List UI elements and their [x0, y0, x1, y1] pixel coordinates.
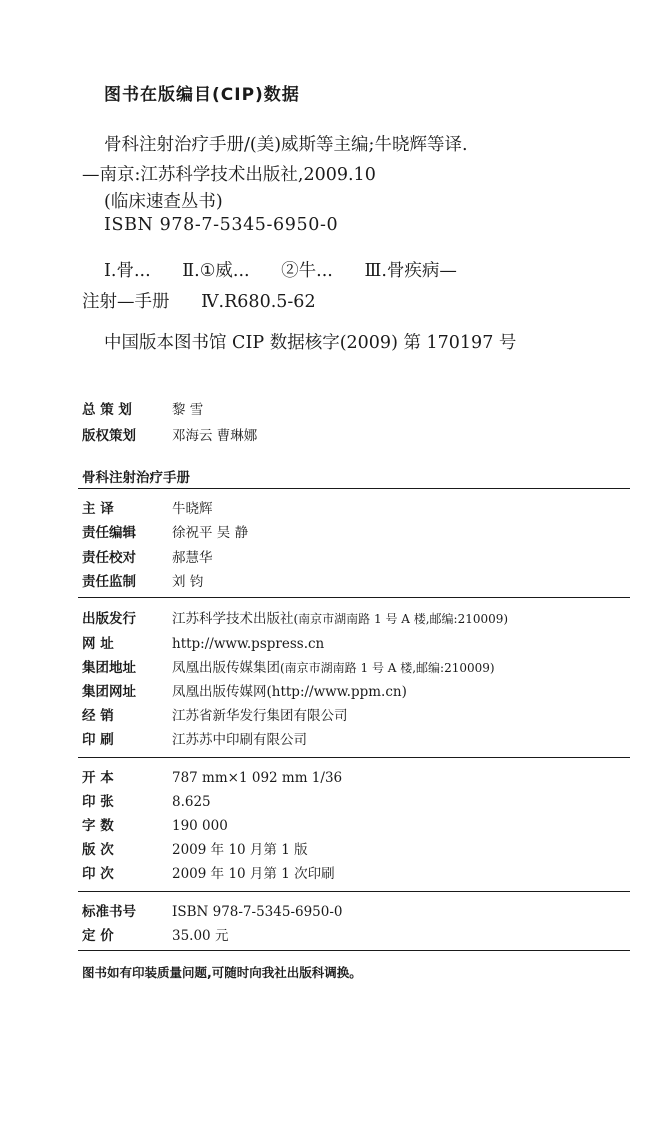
divider — [78, 757, 630, 758]
footer-note: 图书如有印装质量问题,可随时向我社出版科调换。 — [82, 965, 362, 980]
planning-row — [82, 424, 257, 444]
editor-row — [82, 546, 213, 566]
divider — [78, 597, 630, 598]
subject-3: ②牛... — [281, 261, 333, 281]
publishing-value: 江苏苏中印刷有限公司 — [172, 732, 307, 748]
editor-label: 责任编辑 — [82, 525, 136, 541]
cip-subjects-line-2 — [82, 288, 316, 313]
publishing-row — [82, 704, 348, 724]
cip-verification: 中国版本图书馆 CIP 数据核字(2009) 第 170197 号 — [104, 333, 517, 353]
cip-publisher-line: —南京:江苏科学技术出版社,2009.10 — [82, 165, 376, 185]
spec-label: 开 本 — [82, 770, 114, 786]
publishing-row — [82, 728, 307, 748]
subject-4: Ⅲ.骨疾病— — [364, 261, 457, 281]
divider — [78, 950, 630, 951]
pricing-label: 定 价 — [82, 928, 114, 944]
spec-value: 8.625 — [172, 794, 211, 810]
editor-label: 主 译 — [82, 501, 114, 517]
spec-value: 2009 年 10 月第 1 版 — [172, 842, 308, 858]
planning-label: 总 策 划 — [82, 402, 132, 418]
publishing-row — [82, 680, 407, 700]
publishing-label: 印 刷 — [82, 732, 114, 748]
spec-row — [82, 838, 308, 858]
pricing-value: ISBN 978-7-5345-6950-0 — [172, 904, 343, 920]
website-link[interactable]: http://www.pspress.cn — [172, 636, 325, 652]
spec-value: 2009 年 10 月第 1 次印刷 — [172, 866, 335, 882]
planning-row — [82, 398, 203, 418]
cip-series-line: (临床速查丛书) — [104, 192, 223, 212]
publishing-value: 江苏科学技术出版社 — [172, 611, 294, 627]
publishing-label: 出版发行 — [82, 611, 136, 627]
spec-value: 190 000 — [172, 818, 228, 834]
planning-value: 邓海云 曹琳娜 — [172, 428, 258, 444]
editor-value: 牛晓辉 — [172, 501, 213, 517]
editor-value: 刘 钧 — [172, 574, 204, 590]
spec-row — [82, 862, 335, 882]
divider — [78, 891, 630, 892]
editor-row — [82, 521, 248, 541]
cip-title-line: 骨科注射治疗手册/(美)威斯等主编;牛晓辉等译. — [104, 135, 468, 155]
subject-5: 注射—手册 — [82, 292, 170, 312]
spec-label: 印 次 — [82, 866, 114, 882]
planning-label: 版权策划 — [82, 428, 136, 444]
editor-row — [82, 497, 213, 517]
spec-label: 版 次 — [82, 842, 114, 858]
pricing-value: 35.00 元 — [172, 928, 229, 944]
publishing-note: (南京市湖南路 1 号 A 楼,邮编:210009) — [293, 612, 509, 626]
publishing-value: 江苏省新华发行集团有限公司 — [172, 708, 348, 724]
editor-value: 徐祝平 吴 静 — [172, 525, 249, 541]
planning-value: 黎 雪 — [172, 402, 204, 418]
publishing-row — [82, 656, 495, 676]
subject-2: Ⅱ.①威... — [182, 261, 250, 281]
publishing-row — [82, 632, 324, 652]
spec-row — [82, 766, 342, 786]
editor-row — [82, 570, 203, 590]
spec-value: 787 mm×1 092 mm 1/36 — [172, 770, 343, 786]
publishing-value: 凤凰出版传媒集团 — [172, 660, 280, 676]
pricing-label: 标准书号 — [82, 904, 136, 920]
cip-heading: 图书在版编目(CIP)数据 — [104, 85, 300, 105]
publishing-note: (南京市湖南路 1 号 A 楼,邮编:210009) — [280, 661, 495, 675]
publishing-label: 网 址 — [82, 636, 114, 652]
group-website-link[interactable]: 凤凰出版传媒网(http://www.ppm.cn) — [172, 684, 407, 700]
publishing-label: 集团网址 — [82, 684, 136, 700]
spec-label: 字 数 — [82, 818, 114, 834]
spec-label: 印 张 — [82, 794, 114, 810]
pricing-row — [82, 900, 343, 920]
spec-row — [82, 814, 228, 834]
pricing-row — [82, 924, 228, 944]
subject-6: Ⅳ.R680.5-62 — [201, 292, 316, 312]
book-title: 骨科注射治疗手册 — [82, 470, 190, 486]
subject-1: Ⅰ.骨... — [104, 261, 151, 281]
editor-label: 责任监制 — [82, 574, 136, 590]
cip-subjects-line-1 — [104, 257, 457, 282]
spec-row — [82, 790, 211, 810]
publishing-row — [82, 607, 508, 627]
editor-value: 郝慧华 — [172, 550, 213, 566]
divider — [78, 488, 630, 489]
editor-label: 责任校对 — [82, 550, 136, 566]
publishing-label: 集团地址 — [82, 660, 136, 676]
cip-isbn-line: ISBN 978-7-5345-6950-0 — [104, 215, 339, 235]
publishing-label: 经 销 — [82, 708, 114, 724]
